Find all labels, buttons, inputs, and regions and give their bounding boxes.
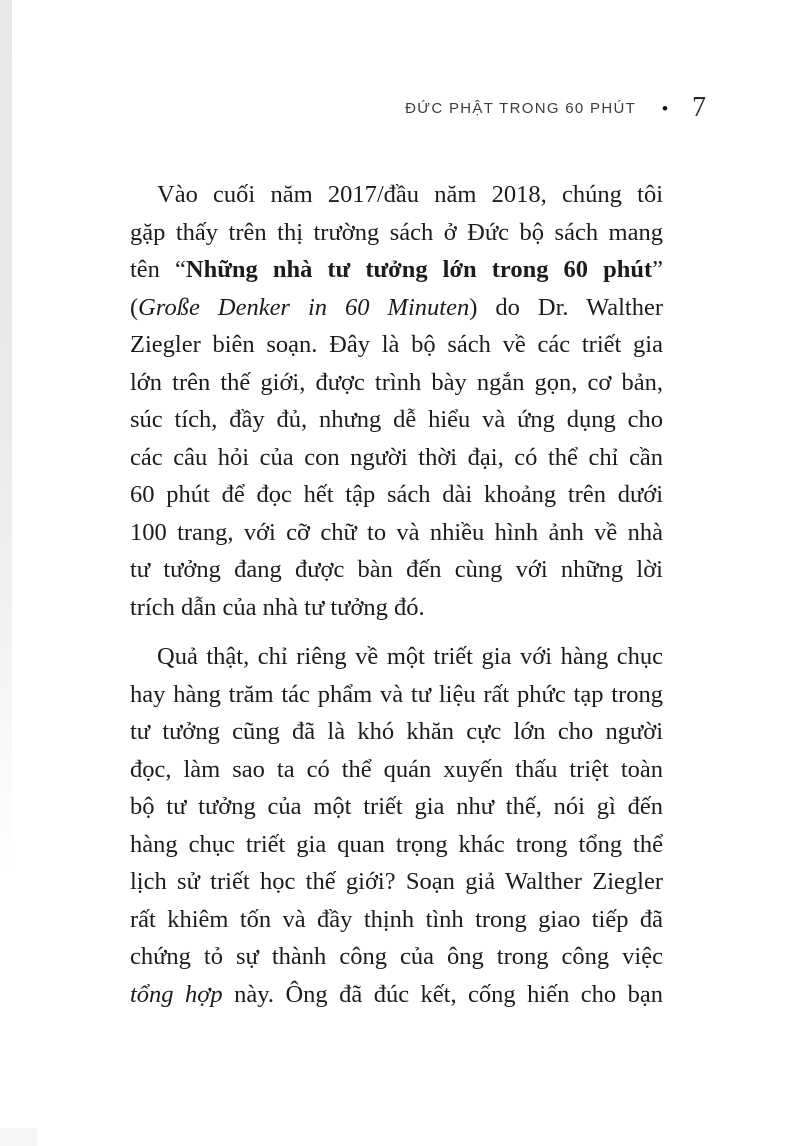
text-run: hàng chục triết gia quan trọng khác trong tổng thể [130,830,663,858]
text-run: lịch sử triết học thế giới? Soạn giả Walther Ziegler [130,868,663,895]
text-run: ” [652,256,663,283]
text-line [130,364,663,402]
text-run: ( [130,293,139,321]
scan-edge-bottom-patch [0,1128,37,1146]
text-line [130,676,663,714]
text-line [130,976,663,1014]
text-line [130,439,663,477]
text-line [130,176,663,214]
text-line [130,826,663,864]
text-run: ) do Dr. Walther [469,293,663,321]
text-line [130,214,663,252]
text-line [130,251,663,289]
paragraph [130,638,663,1013]
text-line [130,938,663,976]
text-line [130,589,663,627]
text-line [130,713,663,751]
text-run: này. Ông đã đúc kết, cống hiến cho bạn [222,980,663,1008]
text-run: tư tưởng cũng đã là khó khăn cực lớn cho người [130,718,663,745]
text-run: rất khiêm tốn và đầy thịnh tình trong giao tiếp đã [130,905,663,933]
italic-text-run: Große Denker in 60 Minuten [138,293,470,321]
text-run: đọc, làm sao ta có thể quán xuyến thấu triệt toàn [130,755,663,783]
text-run: gặp thấy trên thị trường sách ở Đức bộ sách mang [130,218,663,246]
text-run: chứng tỏ sự thành công của ông trong công việc [130,943,663,970]
text-line [130,514,663,552]
text-line [130,751,663,789]
text-run: tư tưởng đang được bàn đến cùng với những lời [130,556,663,583]
text-line [130,863,663,901]
text-run: các câu hỏi của con người thời đại, có thể chỉ cần [130,443,663,471]
text-run: Quả thật, chỉ riêng về một triết gia với hàng chục [157,643,663,670]
text-run: Ziegler biên soạn. Đây là bộ sách về các triết gia [130,331,663,358]
text-line [130,289,663,327]
bullet-separator-icon: • [662,98,668,118]
text-run: bộ tư tưởng của một triết gia như thế, nói gì đến [130,793,663,820]
text-line [130,476,663,514]
text-run: trích dẫn của nhà tư tưởng đó. [130,593,425,621]
running-header [405,94,706,122]
bold-text-run: Những nhà tư tưởng lớn trong 60 phút [185,256,653,283]
text-line [130,638,663,676]
text-line [130,551,663,589]
text-line [130,326,663,364]
text-line [130,788,663,826]
paragraph [130,176,663,626]
scan-edge-strip [0,0,12,870]
running-title: ĐỨC PHẬT TRONG 60 PHÚT [405,99,637,117]
text-run: 100 trang, với cỡ chữ to và nhiều hình ảnh về nhà [130,518,663,546]
text-block [130,176,663,1013]
text-line [130,901,663,939]
text-run: hay hàng trăm tác phẩm và tư liệu rất phức tạp trong [130,680,663,708]
text-run: Vào cuối năm 2017/đầu năm 2018, chúng tôi [157,181,663,208]
text-run: tên “ [130,256,186,283]
page-number: 7 [692,92,706,123]
text-run: súc tích, đầy đủ, nhưng dễ hiểu và ứng dụng cho [130,406,663,433]
italic-text-run: tổng hợp [130,980,223,1008]
text-run: lớn trên thế giới, được trình bày ngắn gọn, cơ bản, [130,368,663,396]
text-line [130,401,663,439]
text-run: 60 phút để đọc hết tập sách dài khoảng trên dưới [130,481,663,508]
